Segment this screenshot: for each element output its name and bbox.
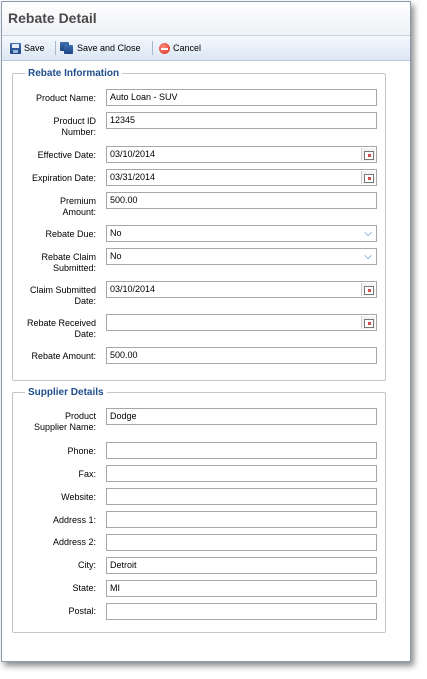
rebate-amount-label: Rebate Amount:	[31, 351, 96, 361]
address-2-field[interactable]	[106, 534, 377, 551]
fax-label: Fax:	[78, 469, 96, 479]
state-label: State:	[72, 583, 96, 593]
address-2-label: Address 2:	[52, 537, 96, 547]
website-field[interactable]	[106, 488, 377, 505]
product-name-field[interactable]: Auto Loan - SUV	[106, 89, 377, 106]
premium-amount-field[interactable]: 500.00	[106, 192, 377, 209]
address-1-field[interactable]	[106, 511, 377, 528]
cancel-circle-icon	[159, 43, 170, 54]
rebate-due-label: Rebate Due:	[45, 229, 96, 239]
calendar-icon[interactable]	[361, 148, 375, 161]
floppy-disks-icon	[60, 42, 74, 54]
rebate-amount-field[interactable]: 500.00	[106, 347, 377, 364]
claim-submitted-date-label	[10, 285, 96, 307]
rebate-information-legend: Rebate Information	[28, 68, 120, 79]
rebate-claim-submitted-label-line1: Rebate Claim	[41, 252, 96, 262]
rebate-claim-submitted-value: No	[110, 251, 122, 261]
effective-date-value: 03/10/2014	[110, 149, 156, 159]
product-supplier-name-label-line2: Supplier Name:	[33, 422, 96, 432]
window-title: Rebate Detail	[8, 10, 97, 26]
supplier-details-legend: Supplier Details	[28, 387, 104, 398]
address-1-label: Address 1:	[52, 515, 96, 525]
postal-label: Postal:	[68, 606, 96, 616]
rebate-claim-submitted-select[interactable]	[106, 248, 377, 265]
rebate-claim-submitted-label	[10, 252, 96, 274]
rebate-due-value: No	[110, 228, 122, 238]
rebate-received-date-label-line2: Date:	[74, 329, 96, 339]
save-label: Save	[24, 43, 45, 53]
chevron-down-icon[interactable]: ⌵	[364, 251, 372, 262]
product-id-label	[10, 116, 96, 138]
website-label: Website:	[61, 492, 96, 502]
claim-submitted-date-field[interactable]	[106, 281, 377, 298]
toolbar	[2, 36, 410, 61]
city-label: City:	[78, 560, 96, 570]
save-and-close-label: Save and Close	[77, 43, 141, 53]
claim-submitted-date-label-line2: Date:	[74, 296, 96, 306]
product-supplier-name-label	[10, 411, 96, 433]
save-button[interactable]	[10, 40, 45, 56]
rebate-received-date-label-line1: Rebate Received	[26, 318, 96, 328]
rebate-due-select[interactable]	[106, 225, 377, 242]
rebate-detail-window	[1, 1, 411, 662]
fax-field[interactable]	[106, 465, 377, 482]
product-supplier-name-label-line1: Product	[64, 411, 96, 421]
cancel-label: Cancel	[173, 43, 202, 53]
phone-field[interactable]	[106, 442, 377, 459]
postal-field[interactable]	[106, 603, 377, 620]
expiration-date-label: Expiration Date:	[31, 173, 96, 183]
rebate-received-date-field[interactable]	[106, 314, 377, 331]
claim-submitted-date-value: 03/10/2014	[110, 284, 156, 294]
save-and-close-button[interactable]	[60, 40, 141, 56]
toolbar-separator	[55, 41, 56, 55]
calendar-icon[interactable]	[361, 171, 375, 184]
chevron-down-icon[interactable]: ⌵	[364, 228, 372, 239]
product-id-field[interactable]: 12345	[106, 112, 377, 129]
product-id-label-line1: Product ID	[53, 116, 96, 126]
city-field[interactable]: Detroit	[106, 557, 377, 574]
state-field[interactable]: MI	[106, 580, 377, 597]
effective-date-label: Effective Date:	[37, 150, 96, 160]
rebate-claim-submitted-label-line2: Submitted:	[52, 263, 96, 273]
calendar-icon[interactable]	[361, 283, 375, 296]
premium-amount-label	[10, 196, 96, 218]
product-supplier-name-field[interactable]: Dodge	[106, 408, 377, 425]
expiration-date-value: 03/31/2014	[110, 172, 156, 182]
product-name-label: Product Name:	[35, 93, 96, 103]
claim-submitted-date-label-line1: Claim Submitted	[29, 285, 96, 295]
phone-label: Phone:	[67, 446, 96, 456]
toolbar-separator	[152, 41, 153, 55]
calendar-icon[interactable]	[361, 316, 375, 329]
floppy-disk-icon	[10, 43, 21, 54]
title-bar	[2, 2, 410, 36]
rebate-received-date-label	[10, 318, 96, 340]
product-id-label-line2: Number:	[61, 127, 96, 137]
effective-date-field[interactable]	[106, 146, 377, 163]
expiration-date-field[interactable]	[106, 169, 377, 186]
premium-amount-label-line2: Amount:	[62, 207, 96, 217]
premium-amount-label-line1: Premium	[59, 196, 96, 206]
cancel-button[interactable]	[159, 40, 201, 56]
